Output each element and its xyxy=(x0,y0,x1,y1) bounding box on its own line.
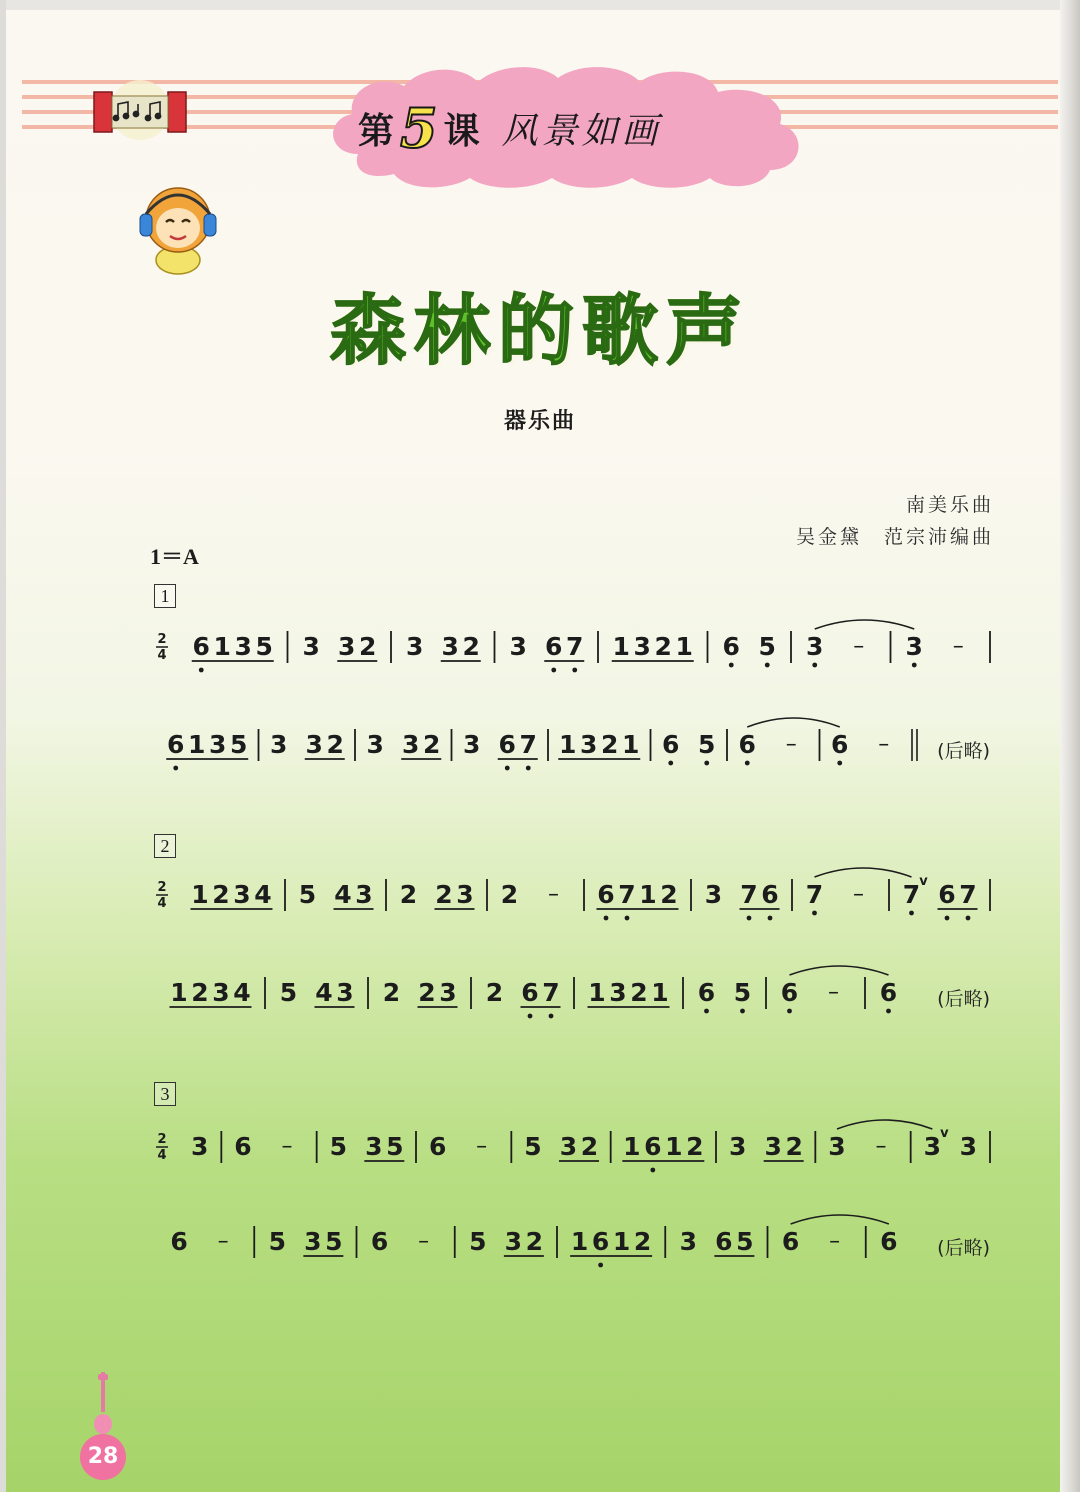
tie-arc xyxy=(815,868,912,877)
time-signature-top: 2 xyxy=(157,1132,167,1147)
note-5: 5 xyxy=(279,978,298,1007)
note-7: 7 xyxy=(959,880,977,909)
key-signature: 1＝A xyxy=(150,544,199,569)
note-6: 6 xyxy=(428,1132,447,1161)
note-2: 2 xyxy=(423,730,441,759)
sustain-dash: – xyxy=(829,1229,841,1254)
sustain-dash: – xyxy=(878,732,890,757)
note-2: 2 xyxy=(191,978,209,1007)
note-6: 6 xyxy=(738,730,756,759)
sustain-dash: – xyxy=(548,882,559,907)
note-3: 3 xyxy=(580,730,598,759)
low-octave-dot xyxy=(704,1009,709,1014)
note-7: 7 xyxy=(519,730,537,759)
note-5: 5 xyxy=(230,730,248,759)
tie-arc xyxy=(790,966,889,975)
note-2: 2 xyxy=(326,730,344,759)
time-signature-bottom: 4 xyxy=(157,1148,167,1163)
note-7: 7 xyxy=(618,880,636,909)
lesson-prefix: 第 xyxy=(358,109,395,152)
note-5: 5 xyxy=(524,1132,542,1161)
low-octave-dot xyxy=(765,663,770,668)
omitted-label: (后略) xyxy=(937,740,990,762)
low-octave-dot xyxy=(886,1009,891,1014)
sustain-dash: – xyxy=(853,634,865,659)
tie-arc xyxy=(815,620,915,629)
note-5: 5 xyxy=(255,632,273,661)
tie-arc xyxy=(837,1120,932,1129)
note-3: 3 xyxy=(304,1227,322,1256)
note-1: 1 xyxy=(675,632,693,661)
low-octave-dot xyxy=(945,916,950,921)
note-2: 2 xyxy=(485,978,504,1007)
lesson-suffix: 课 xyxy=(443,109,480,152)
note-5: 5 xyxy=(298,880,317,909)
note-3: 3 xyxy=(806,632,824,661)
note-1: 1 xyxy=(612,632,630,661)
note-6: 6 xyxy=(192,632,210,661)
note-1: 1 xyxy=(622,730,640,759)
sustain-dash: – xyxy=(853,882,864,907)
note-6: 6 xyxy=(591,1227,610,1256)
tie-arc xyxy=(747,718,840,727)
note-6: 6 xyxy=(879,978,898,1007)
note-3: 3 xyxy=(338,632,356,661)
time-signature-top: 2 xyxy=(157,880,167,895)
note-2: 2 xyxy=(654,632,672,661)
note-3: 3 xyxy=(609,978,627,1007)
note-3: 3 xyxy=(355,880,373,909)
low-octave-dot xyxy=(526,766,531,771)
low-octave-dot xyxy=(173,766,178,771)
song-origin: 南美乐曲 xyxy=(905,494,994,516)
note-3: 3 xyxy=(190,1132,209,1161)
song-arrangers: 吴金黛 范宗沛编曲 xyxy=(795,526,994,548)
note-5: 5 xyxy=(386,1132,404,1161)
note-1: 1 xyxy=(623,1132,641,1161)
note-2: 2 xyxy=(660,880,678,909)
note-3: 3 xyxy=(728,1132,747,1161)
note-7: 7 xyxy=(740,880,758,909)
note-3: 3 xyxy=(504,1227,523,1256)
note-6: 6 xyxy=(644,1132,662,1161)
sustain-dash: – xyxy=(476,1134,488,1159)
note-3: 3 xyxy=(441,632,459,661)
low-octave-dot xyxy=(912,663,917,668)
note-6: 6 xyxy=(780,978,799,1007)
note-3: 3 xyxy=(402,730,420,759)
note-1: 1 xyxy=(639,880,657,909)
low-octave-dot xyxy=(199,668,204,673)
note-3: 3 xyxy=(439,978,457,1007)
note-1: 1 xyxy=(651,978,669,1007)
note-1: 1 xyxy=(612,1227,631,1256)
note-4: 4 xyxy=(315,978,333,1007)
note-5: 5 xyxy=(268,1227,287,1256)
note-7: 7 xyxy=(902,880,921,909)
note-1: 1 xyxy=(188,730,206,759)
section-2-label: 2 xyxy=(154,834,176,858)
note-1: 1 xyxy=(213,632,231,661)
note-2: 2 xyxy=(601,730,619,759)
note-7: 7 xyxy=(566,632,584,661)
note-2: 2 xyxy=(382,978,401,1007)
note-2: 2 xyxy=(633,1227,652,1256)
low-octave-dot xyxy=(745,761,750,766)
low-octave-dot xyxy=(598,1263,603,1268)
note-2: 2 xyxy=(785,1132,803,1161)
low-octave-dot xyxy=(551,668,556,673)
note-5: 5 xyxy=(736,1227,754,1256)
low-octave-dot xyxy=(812,911,817,916)
note-1: 1 xyxy=(588,978,606,1007)
note-3: 3 xyxy=(212,978,230,1007)
note-3: 3 xyxy=(305,730,323,759)
time-signature-top: 2 xyxy=(157,632,167,647)
note-5: 5 xyxy=(733,978,752,1007)
low-octave-dot xyxy=(549,1014,554,1019)
note-2: 2 xyxy=(418,978,436,1007)
sustain-dash: – xyxy=(828,980,839,1005)
note-6: 6 xyxy=(761,880,779,909)
note-6: 6 xyxy=(370,1227,389,1256)
sustain-dash: – xyxy=(217,1229,229,1254)
low-octave-dot xyxy=(625,916,630,921)
time-signature-bottom: 4 xyxy=(157,896,167,911)
note-3: 3 xyxy=(366,730,384,759)
note-5: 5 xyxy=(329,1132,348,1161)
low-octave-dot xyxy=(747,916,752,921)
low-octave-dot xyxy=(837,761,842,766)
note-4: 4 xyxy=(254,880,272,909)
low-octave-dot xyxy=(768,916,773,921)
note-7: 7 xyxy=(542,978,560,1007)
note-3: 3 xyxy=(704,880,723,909)
note-3: 3 xyxy=(923,1132,942,1161)
section-1-label: 1 xyxy=(154,584,176,608)
low-octave-dot xyxy=(812,663,817,668)
note-3: 3 xyxy=(633,632,651,661)
note-2: 2 xyxy=(525,1227,544,1256)
note-4: 4 xyxy=(233,978,251,1007)
note-2: 2 xyxy=(359,632,377,661)
note-6: 6 xyxy=(715,1227,733,1256)
lesson-topic: 风景如画 xyxy=(501,110,662,152)
note-3: 3 xyxy=(406,632,424,661)
note-3: 3 xyxy=(365,1132,383,1161)
note-1: 1 xyxy=(570,1227,589,1256)
note-5: 5 xyxy=(758,632,776,661)
low-octave-dot xyxy=(704,761,709,766)
note-3: 3 xyxy=(764,1132,782,1161)
note-3: 3 xyxy=(559,1132,578,1161)
note-2: 2 xyxy=(580,1132,599,1161)
song-subtitle: 器乐曲 xyxy=(503,409,576,434)
note-1: 1 xyxy=(665,1132,683,1161)
note-6: 6 xyxy=(662,730,680,759)
note-2: 2 xyxy=(500,880,519,909)
guitar-icon xyxy=(92,1372,114,1436)
note-6: 6 xyxy=(597,880,615,909)
note-3: 3 xyxy=(336,978,354,1007)
note-5: 5 xyxy=(325,1227,343,1256)
low-octave-dot xyxy=(729,663,734,668)
note-6: 6 xyxy=(697,978,716,1007)
section-3-label: 3 xyxy=(154,1082,176,1106)
low-octave-dot xyxy=(787,1009,792,1014)
lesson-number: 5 xyxy=(400,96,438,160)
tie-arc xyxy=(791,1215,889,1224)
note-1: 1 xyxy=(559,730,577,759)
omitted-label: (后略) xyxy=(937,1237,990,1259)
note-6: 6 xyxy=(167,730,185,759)
note-3: 3 xyxy=(828,1132,846,1161)
note-2: 2 xyxy=(435,880,453,909)
note-1: 1 xyxy=(170,978,188,1007)
note-5: 5 xyxy=(469,1227,487,1256)
note-3: 3 xyxy=(456,880,474,909)
note-6: 6 xyxy=(880,1227,898,1256)
note-2: 2 xyxy=(462,632,480,661)
note-5: 5 xyxy=(698,730,716,759)
sustain-dash: – xyxy=(785,732,797,757)
note-3: 3 xyxy=(463,730,481,759)
page-number: 28 xyxy=(80,1434,126,1480)
note-2: 2 xyxy=(212,880,230,909)
sustain-dash: – xyxy=(875,1134,887,1159)
note-3: 3 xyxy=(209,730,227,759)
low-octave-dot xyxy=(668,761,673,766)
note-6: 6 xyxy=(545,632,563,661)
low-octave-dot xyxy=(604,916,609,921)
note-3: 3 xyxy=(679,1227,698,1256)
note-4: 4 xyxy=(334,880,352,909)
breath-mark: v xyxy=(940,1126,949,1141)
note-2: 2 xyxy=(399,880,418,909)
note-6: 6 xyxy=(831,730,849,759)
note-2: 2 xyxy=(686,1132,704,1161)
low-octave-dot xyxy=(740,1009,745,1014)
omitted-label: (后略) xyxy=(937,988,990,1010)
note-3: 3 xyxy=(270,730,288,759)
note-3: 3 xyxy=(905,632,923,661)
note-6: 6 xyxy=(234,1132,252,1161)
note-7: 7 xyxy=(805,880,824,909)
note-6: 6 xyxy=(521,978,539,1007)
low-octave-dot xyxy=(966,916,971,921)
note-6: 6 xyxy=(722,632,740,661)
note-3: 3 xyxy=(234,632,252,661)
low-octave-dot xyxy=(650,1168,655,1173)
note-1: 1 xyxy=(191,880,209,909)
note-3: 3 xyxy=(959,1132,978,1161)
note-2: 2 xyxy=(630,978,648,1007)
note-6: 6 xyxy=(170,1227,188,1256)
note-3: 3 xyxy=(509,632,527,661)
sustain-dash: – xyxy=(952,634,964,659)
low-octave-dot xyxy=(572,668,577,673)
note-3: 3 xyxy=(302,632,320,661)
time-signature-bottom: 4 xyxy=(157,648,167,663)
note-6: 6 xyxy=(498,730,516,759)
low-octave-dot xyxy=(528,1014,533,1019)
note-6: 6 xyxy=(938,880,956,909)
note-3: 3 xyxy=(233,880,251,909)
low-octave-dot xyxy=(505,766,510,771)
low-octave-dot xyxy=(909,911,914,916)
breath-mark: v xyxy=(919,874,928,889)
sustain-dash: – xyxy=(281,1134,293,1159)
song-title: 森林的歌声 xyxy=(330,286,750,375)
sustain-dash: – xyxy=(418,1229,430,1254)
note-6: 6 xyxy=(781,1227,800,1256)
